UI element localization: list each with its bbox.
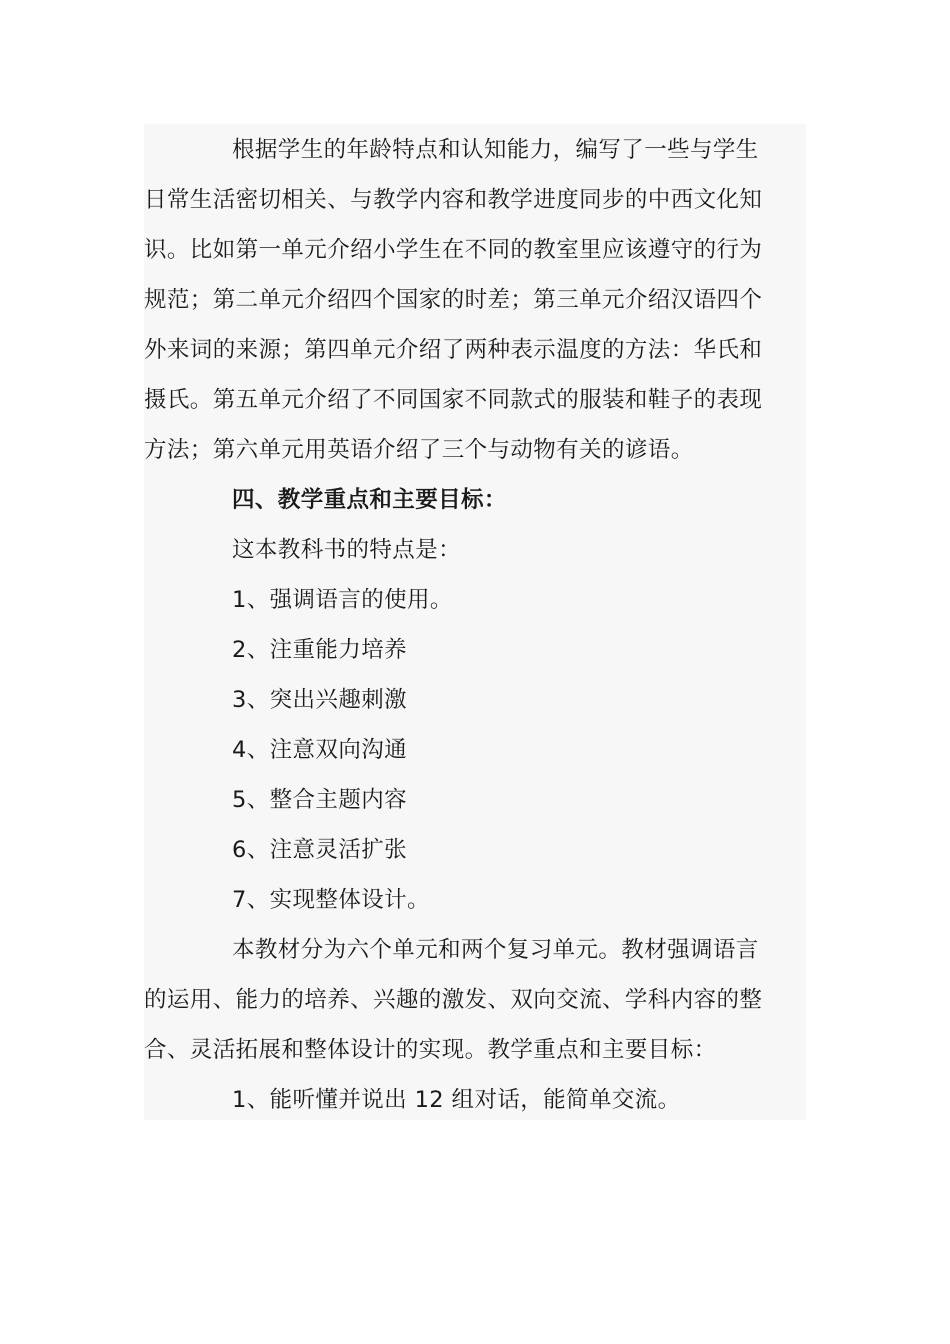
list-item: 3、突出兴趣刺激 xyxy=(232,687,408,713)
features-intro: 这本教科书的特点是： xyxy=(232,537,462,563)
paragraph-line: 日常生活密切相关、与教学内容和教学进度同步的中西文化知 xyxy=(144,187,763,213)
document-body xyxy=(144,124,806,1120)
paragraph-line: 根据学生的年龄特点和认知能力，编写了一些与学生 xyxy=(232,137,759,163)
list-item: 7、实现整体设计。 xyxy=(232,887,430,913)
list-item: 5、整合主题内容 xyxy=(232,787,408,813)
paragraph-line: 外来词的来源；第四单元介绍了两种表示温度的方法：华氏和 xyxy=(144,337,763,363)
list-item: 6、注意灵活扩张 xyxy=(232,837,408,863)
paragraph-line: 的运用、能力的培养、兴趣的激发、双向交流、学科内容的整 xyxy=(144,987,763,1013)
list-item: 1、能听懂并说出 12 组对话，能简单交流。 xyxy=(232,1087,681,1113)
section-heading: 四、教学重点和主要目标： xyxy=(232,487,507,513)
paragraph-line: 合、灵活拓展和整体设计的实现。教学重点和主要目标： xyxy=(144,1037,717,1063)
paragraph-line: 本教材分为六个单元和两个复习单元。教材强调语言 xyxy=(232,937,759,963)
paragraph-line: 方法；第六单元用英语介绍了三个与动物有关的谚语。 xyxy=(144,437,694,463)
paragraph-line: 规范；第二单元介绍四个国家的时差；第三单元介绍汉语四个 xyxy=(144,287,763,313)
list-item: 4、注意双向沟通 xyxy=(232,737,408,763)
list-item: 1、强调语言的使用。 xyxy=(232,587,453,613)
paragraph-line: 摄氏。第五单元介绍了不同国家不同款式的服装和鞋子的表现 xyxy=(144,387,763,413)
paragraph-line: 识。比如第一单元介绍小学生在不同的教室里应该遵守的行为 xyxy=(144,237,763,263)
list-item: 2、注重能力培养 xyxy=(232,637,408,663)
